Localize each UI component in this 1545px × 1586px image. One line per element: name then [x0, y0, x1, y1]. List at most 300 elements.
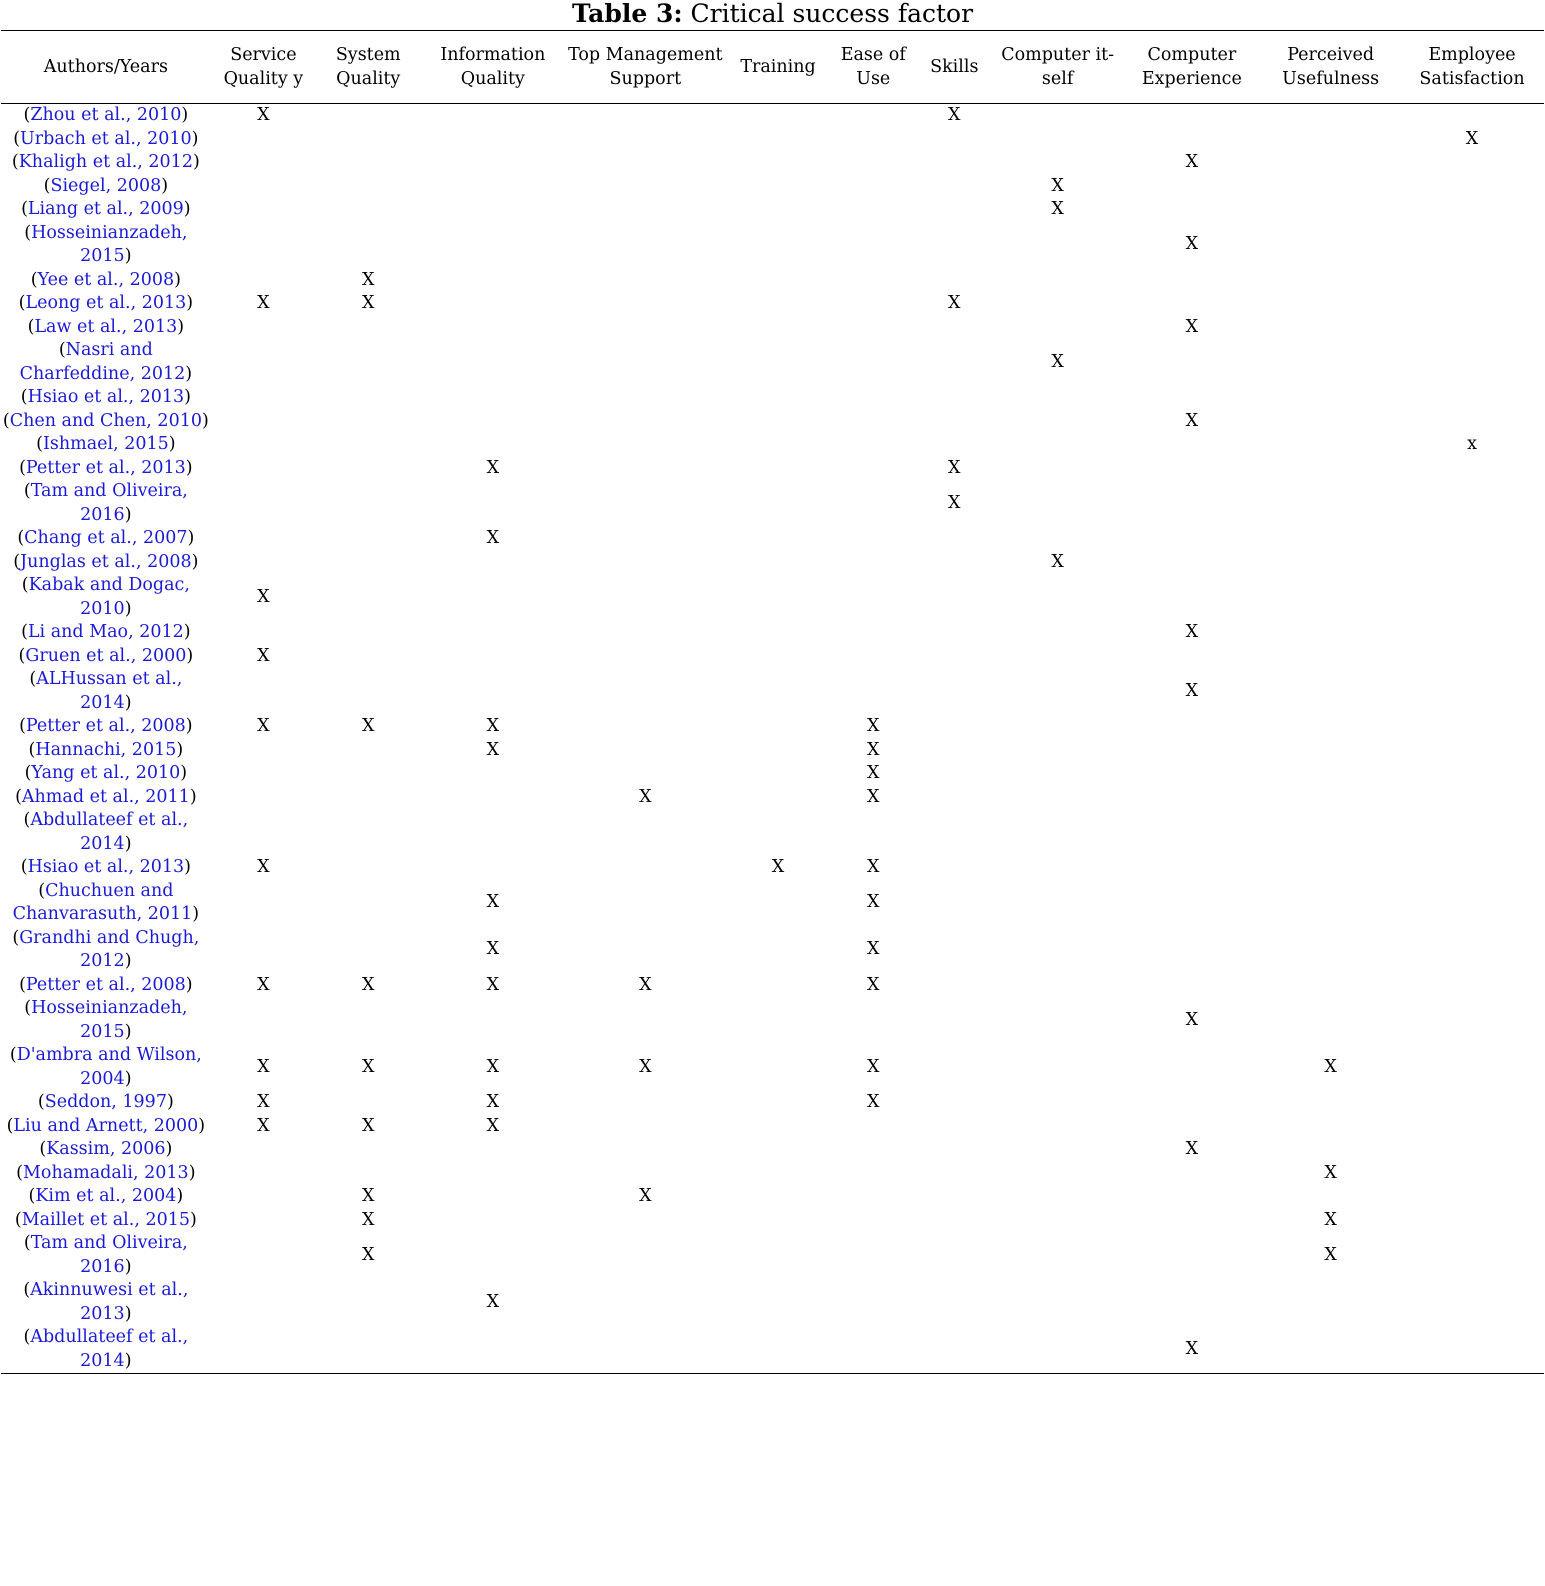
factor-mark: X — [867, 1092, 880, 1112]
factor-mark — [1261, 1279, 1400, 1326]
author-link[interactable]: Abdullateef et al., 2014 — [30, 1327, 189, 1371]
author-citation[interactable] — [1, 974, 211, 998]
author-link[interactable]: Hosseinianzadeh, 2015 — [31, 222, 188, 266]
open-paren: ( — [43, 175, 51, 196]
factor-mark — [565, 809, 725, 856]
factor-mark — [725, 433, 830, 457]
author-link[interactable]: Liu and Arnett, 2000 — [13, 1115, 199, 1136]
factor-mark — [565, 997, 725, 1044]
open-paren: ( — [24, 763, 32, 783]
author-link[interactable]: Siegel, 2008 — [50, 175, 162, 196]
author-link[interactable]: Hannachi, 2015 — [35, 739, 177, 760]
author-link[interactable]: Petter et al., 2008 — [25, 974, 186, 995]
factor-mark — [916, 1209, 993, 1233]
close-paren: ) — [190, 1209, 197, 1230]
factor-mark — [565, 151, 725, 175]
factor-mark — [916, 316, 993, 340]
factor-mark — [725, 974, 830, 998]
factor-mark — [420, 1209, 565, 1233]
author-link[interactable]: Junglas et al., 2008 — [20, 551, 192, 572]
factor-mark — [993, 1091, 1123, 1115]
author-link[interactable]: Kim et al., 2004 — [35, 1186, 177, 1206]
close-paren: ) — [192, 152, 200, 172]
author-citation[interactable] — [1, 1185, 211, 1209]
factor-mark — [211, 668, 316, 715]
factor-mark — [316, 786, 420, 810]
author-citation[interactable] — [1, 856, 211, 880]
factor-mark — [725, 997, 830, 1044]
author-link[interactable]: Petter et al., 2013 — [25, 457, 186, 478]
author-citation[interactable] — [1, 551, 211, 575]
factor-mark: X — [867, 786, 880, 807]
close-paren: ) — [184, 857, 191, 877]
factor-mark — [1400, 1209, 1544, 1233]
author-citation[interactable] — [1, 997, 211, 1044]
factor-mark — [316, 880, 420, 927]
close-paren: ) — [191, 551, 199, 572]
factor-mark — [1261, 386, 1400, 410]
factor-mark — [831, 457, 916, 481]
factor-mark — [916, 621, 993, 645]
author-citation[interactable] — [1, 927, 211, 974]
factor-mark — [316, 1279, 420, 1326]
author-link[interactable]: Li and Mao, 2012 — [27, 622, 184, 642]
author-link[interactable]: Maillet et al., 2015 — [21, 1209, 190, 1230]
author-citation[interactable] — [1, 1091, 211, 1115]
factor-mark — [1400, 457, 1544, 481]
factor-mark — [316, 386, 420, 410]
factor-mark — [831, 386, 916, 410]
table-row — [1, 527, 1544, 551]
factor-mark: X — [362, 293, 375, 313]
open-paren: ( — [24, 998, 32, 1018]
factor-mark: X — [867, 716, 880, 736]
factor-mark: X — [486, 974, 500, 995]
factor-mark — [211, 198, 316, 222]
factor-mark — [565, 316, 725, 340]
author-citation[interactable] — [1, 410, 211, 434]
author-link[interactable]: Urbach et al., 2010 — [20, 128, 192, 149]
factor-mark — [725, 222, 830, 269]
author-link[interactable]: Hsiao et al., 2013 — [27, 857, 185, 877]
factor-mark: X — [257, 857, 270, 877]
factor-mark — [1261, 739, 1400, 763]
open-paren: ( — [16, 1162, 23, 1183]
factor-mark — [725, 1209, 830, 1233]
factor-mark — [420, 128, 565, 152]
factor-mark — [420, 762, 565, 786]
author-link[interactable]: Gruen et al., 2000 — [25, 645, 187, 666]
factor-mark: X — [639, 974, 652, 995]
open-paren: ( — [19, 974, 26, 995]
factor-mark — [916, 433, 993, 457]
author-link[interactable]: D'ambra and Wilson, 2004 — [16, 1045, 202, 1089]
factor-mark — [1122, 527, 1261, 551]
factor-mark — [993, 1162, 1123, 1186]
close-paren: ) — [183, 199, 191, 219]
author-citation[interactable] — [1, 645, 211, 669]
author-citation[interactable] — [1, 786, 211, 810]
author-citation[interactable] — [1, 386, 211, 410]
close-paren: ) — [124, 1256, 132, 1277]
factor-mark — [1400, 1044, 1544, 1091]
author-link[interactable]: Kabak and Dogac, 2010 — [28, 575, 190, 619]
factor-mark — [1261, 151, 1400, 175]
open-paren: ( — [14, 1209, 22, 1230]
factor-mark — [725, 269, 830, 293]
factor-mark — [993, 1326, 1123, 1374]
open-paren: ( — [21, 199, 28, 219]
open-paren: ( — [37, 1092, 45, 1112]
author-citation[interactable] — [1, 480, 211, 527]
author-link[interactable]: Seddon, 1997 — [44, 1092, 167, 1112]
factor-mark — [420, 433, 565, 457]
factor-mark — [316, 809, 420, 856]
factor-mark — [725, 762, 830, 786]
factor-mark — [1400, 175, 1544, 199]
author-citation[interactable] — [1, 1326, 211, 1374]
factor-mark — [565, 1232, 725, 1279]
factor-mark — [316, 621, 420, 645]
author-citation[interactable] — [1, 809, 211, 856]
author-link[interactable]: Tam and Oliveira, 2016 — [30, 481, 188, 525]
factor-mark — [725, 1115, 830, 1139]
open-paren: ( — [12, 927, 20, 948]
close-paren: ) — [201, 410, 209, 431]
factor-mark — [725, 927, 830, 974]
close-paren: ) — [176, 739, 184, 760]
column-header: Information Quality — [420, 31, 565, 104]
factor-mark — [565, 1138, 725, 1162]
factor-mark — [1261, 786, 1400, 810]
factor-mark — [725, 1232, 830, 1279]
factor-mark — [831, 1185, 916, 1209]
factor-mark: X — [257, 293, 270, 313]
factor-mark — [565, 1326, 725, 1374]
open-paren: ( — [9, 1045, 17, 1065]
author-citation[interactable] — [1, 739, 211, 763]
author-citation[interactable] — [1, 292, 211, 316]
author-citation[interactable] — [1, 1279, 211, 1326]
author-link[interactable]: Yang et al., 2010 — [31, 763, 181, 783]
factor-mark: X — [486, 528, 500, 548]
factor-mark — [1400, 386, 1544, 410]
factor-mark — [993, 386, 1123, 410]
factor-mark — [1122, 198, 1261, 222]
author-citation[interactable] — [1, 175, 211, 199]
author-link[interactable]: Abdullateef et al., 2014 — [30, 810, 189, 854]
factor-mark: X — [867, 939, 880, 960]
factor-mark: X — [867, 974, 880, 995]
author-citation[interactable] — [1, 668, 211, 715]
author-citation[interactable] — [1, 104, 211, 128]
factor-mark — [1400, 927, 1544, 974]
author-link[interactable]: Ishmael, 2015 — [42, 434, 169, 454]
factor-mark — [725, 809, 830, 856]
author-citation[interactable] — [1, 1209, 211, 1233]
factor-mark: X — [486, 1092, 500, 1112]
factor-mark — [916, 386, 993, 410]
factor-mark — [316, 551, 420, 575]
author-citation[interactable] — [1, 433, 211, 457]
factor-mark — [916, 410, 993, 434]
factor-mark: X — [486, 457, 500, 478]
author-citation[interactable] — [1, 1162, 211, 1186]
author-citation[interactable] — [1, 198, 211, 222]
author-link[interactable]: Liang et al., 2009 — [27, 199, 184, 219]
factor-mark — [831, 151, 916, 175]
table-row — [1, 175, 1544, 199]
factor-mark: X — [1185, 622, 1199, 642]
author-citation[interactable] — [1, 457, 211, 481]
author-link[interactable]: Chang et al., 2007 — [24, 528, 188, 548]
open-paren: ( — [36, 434, 43, 454]
column-header: Computer it-self — [993, 31, 1123, 104]
close-paren: ) — [181, 105, 189, 125]
close-paren: ) — [124, 951, 132, 971]
author-link[interactable]: Chuchuen and Chanvarasuth, 2011 — [12, 880, 193, 924]
author-link[interactable]: Hsiao et al., 2013 — [27, 387, 185, 407]
factor-mark — [993, 668, 1123, 715]
factor-mark — [993, 480, 1123, 527]
factor-mark — [916, 269, 993, 293]
factor-mark — [1400, 1138, 1544, 1162]
open-paren: ( — [13, 128, 21, 149]
factor-mark — [831, 339, 916, 386]
factor-mark: X — [486, 1291, 500, 1312]
factor-mark: X — [257, 645, 270, 666]
factor-mark — [316, 339, 420, 386]
factor-mark — [993, 151, 1123, 175]
factor-mark: X — [948, 457, 961, 478]
factor-mark — [993, 433, 1123, 457]
factor-mark: X — [257, 974, 270, 995]
factor-mark — [420, 1232, 565, 1279]
factor-mark — [916, 856, 993, 880]
factor-mark: x — [1467, 434, 1477, 454]
factor-mark — [725, 198, 830, 222]
factor-mark — [725, 551, 830, 575]
close-paren: ) — [189, 786, 197, 807]
open-paren: ( — [27, 316, 35, 337]
factor-mark — [1400, 880, 1544, 927]
factor-mark — [725, 1044, 830, 1091]
factor-mark — [1122, 457, 1261, 481]
close-paren: ) — [185, 974, 193, 995]
factor-mark — [831, 1326, 916, 1374]
author-link[interactable]: Kassim, 2006 — [46, 1139, 166, 1159]
factor-mark — [725, 645, 830, 669]
table-row — [1, 621, 1544, 645]
close-paren: ) — [124, 246, 132, 266]
author-citation[interactable] — [1, 880, 211, 927]
factor-mark: X — [1465, 128, 1479, 149]
factor-mark — [1261, 1091, 1400, 1115]
factor-mark — [916, 739, 993, 763]
author-citation[interactable] — [1, 1044, 211, 1091]
table-row — [1, 128, 1544, 152]
factor-mark — [725, 786, 830, 810]
open-paren: ( — [39, 1139, 47, 1159]
author-citation[interactable] — [1, 762, 211, 786]
table-row — [1, 551, 1544, 575]
factor-mark — [211, 433, 316, 457]
author-citation[interactable] — [1, 621, 211, 645]
author-link[interactable]: Grandhi and Chugh, 2012 — [19, 927, 200, 971]
author-link[interactable]: Tam and Oliveira, 2016 — [30, 1233, 188, 1277]
open-paren: ( — [13, 551, 21, 572]
factor-mark — [1122, 856, 1261, 880]
factor-mark: X — [1051, 199, 1064, 219]
factor-mark — [565, 621, 725, 645]
factor-mark — [420, 856, 565, 880]
table-row — [1, 269, 1544, 293]
factor-mark — [993, 715, 1123, 739]
author-citation[interactable] — [1, 316, 211, 340]
factor-mark — [993, 1209, 1123, 1233]
factor-mark — [211, 386, 316, 410]
author-citation[interactable] — [1, 269, 211, 293]
factor-mark — [1261, 645, 1400, 669]
close-paren: ) — [184, 387, 191, 407]
author-link[interactable]: ALHussan et al., 2014 — [36, 669, 183, 713]
open-paren: ( — [30, 269, 38, 290]
factor-mark — [211, 880, 316, 927]
factor-mark — [993, 574, 1123, 621]
factor-mark — [1122, 1091, 1261, 1115]
factor-mark — [993, 809, 1123, 856]
factor-mark — [993, 786, 1123, 810]
factor-mark — [725, 574, 830, 621]
close-paren: ) — [176, 1186, 184, 1206]
open-paren: ( — [21, 575, 29, 595]
author-citation[interactable] — [1, 222, 211, 269]
close-paren: ) — [180, 763, 188, 783]
open-paren: ( — [21, 622, 28, 642]
author-link[interactable]: Khaligh et al., 2012 — [18, 152, 193, 172]
factor-mark — [211, 762, 316, 786]
factor-mark — [316, 927, 420, 974]
factor-mark — [1400, 762, 1544, 786]
factor-mark — [831, 175, 916, 199]
table-row — [1, 222, 1544, 269]
author-citation[interactable] — [1, 128, 211, 152]
table-row — [1, 786, 1544, 810]
factor-mark — [725, 880, 830, 927]
factor-mark — [831, 104, 916, 128]
factor-mark — [1261, 269, 1400, 293]
author-citation[interactable] — [1, 1115, 211, 1139]
factor-mark — [420, 175, 565, 199]
factor-mark — [1261, 762, 1400, 786]
open-paren: ( — [29, 669, 37, 689]
author-link[interactable]: Akinnuwesi et al., 2013 — [30, 1280, 189, 1324]
factor-mark — [916, 809, 993, 856]
factor-mark — [1122, 1044, 1261, 1091]
factor-mark — [916, 1115, 993, 1139]
factor-mark — [1400, 856, 1544, 880]
table-body — [1, 104, 1544, 1374]
factor-mark — [1400, 668, 1544, 715]
column-header: System Quality — [316, 31, 420, 104]
author-citation[interactable] — [1, 151, 211, 175]
table-row — [1, 386, 1544, 410]
column-header: Ease of Use — [831, 31, 916, 104]
author-link[interactable]: Chen and Chen, 2010 — [9, 410, 202, 431]
author-link[interactable]: Leong et al., 2013 — [25, 293, 187, 313]
author-citation[interactable] — [1, 339, 211, 386]
factor-mark — [993, 1138, 1123, 1162]
table-caption-label: Table 3: — [571, 0, 683, 28]
close-paren: ) — [186, 645, 194, 666]
factor-mark — [993, 974, 1123, 998]
factor-mark — [420, 198, 565, 222]
factor-mark — [1122, 480, 1261, 527]
factor-mark — [420, 1138, 565, 1162]
table-row — [1, 151, 1544, 175]
factor-mark — [831, 1279, 916, 1326]
factor-mark — [420, 786, 565, 810]
factor-mark — [211, 621, 316, 645]
author-link[interactable]: Yee et al., 2008 — [37, 269, 175, 290]
author-link[interactable]: Hosseinianzadeh, 2015 — [31, 998, 188, 1042]
factor-mark — [831, 480, 916, 527]
close-paren: ) — [185, 363, 193, 384]
factor-mark: X — [1324, 1209, 1337, 1230]
factor-mark — [725, 480, 830, 527]
author-citation[interactable] — [1, 1138, 211, 1162]
factor-mark — [1400, 527, 1544, 551]
author-link[interactable]: Zhou et al., 2010 — [30, 105, 182, 125]
author-citation[interactable] — [1, 527, 211, 551]
factor-mark — [565, 457, 725, 481]
factor-mark — [1400, 339, 1544, 386]
factor-mark — [993, 1232, 1123, 1279]
factor-mark — [420, 668, 565, 715]
factor-mark — [211, 927, 316, 974]
factor-mark — [831, 551, 916, 575]
factor-mark — [916, 880, 993, 927]
factor-mark — [1122, 762, 1261, 786]
author-link[interactable]: Law et al., 2013 — [34, 316, 178, 337]
factor-mark — [916, 786, 993, 810]
author-link[interactable]: Ahmad et al., 2011 — [21, 786, 190, 807]
author-link[interactable]: Nasri and Charfeddine, 2012 — [19, 340, 186, 384]
author-citation[interactable] — [1, 715, 211, 739]
factor-mark — [993, 1115, 1123, 1139]
author-link[interactable]: Mohamadali, 2013 — [23, 1162, 189, 1183]
open-paren: ( — [20, 387, 28, 407]
factor-mark — [725, 1162, 830, 1186]
author-citation[interactable] — [1, 1232, 211, 1279]
table-row — [1, 645, 1544, 669]
factor-mark — [565, 433, 725, 457]
open-paren: ( — [17, 528, 25, 548]
table-row — [1, 457, 1544, 481]
author-link[interactable]: Petter et al., 2008 — [25, 716, 186, 736]
factor-mark — [211, 175, 316, 199]
factor-mark — [565, 222, 725, 269]
factor-mark — [1261, 551, 1400, 575]
factor-mark — [725, 292, 830, 316]
factor-mark — [725, 128, 830, 152]
factor-mark: X — [257, 1056, 270, 1077]
author-citation[interactable] — [1, 574, 211, 621]
factor-mark — [916, 1091, 993, 1115]
factor-mark — [1400, 1115, 1544, 1139]
table-row — [1, 668, 1544, 715]
factor-mark: X — [948, 105, 961, 125]
